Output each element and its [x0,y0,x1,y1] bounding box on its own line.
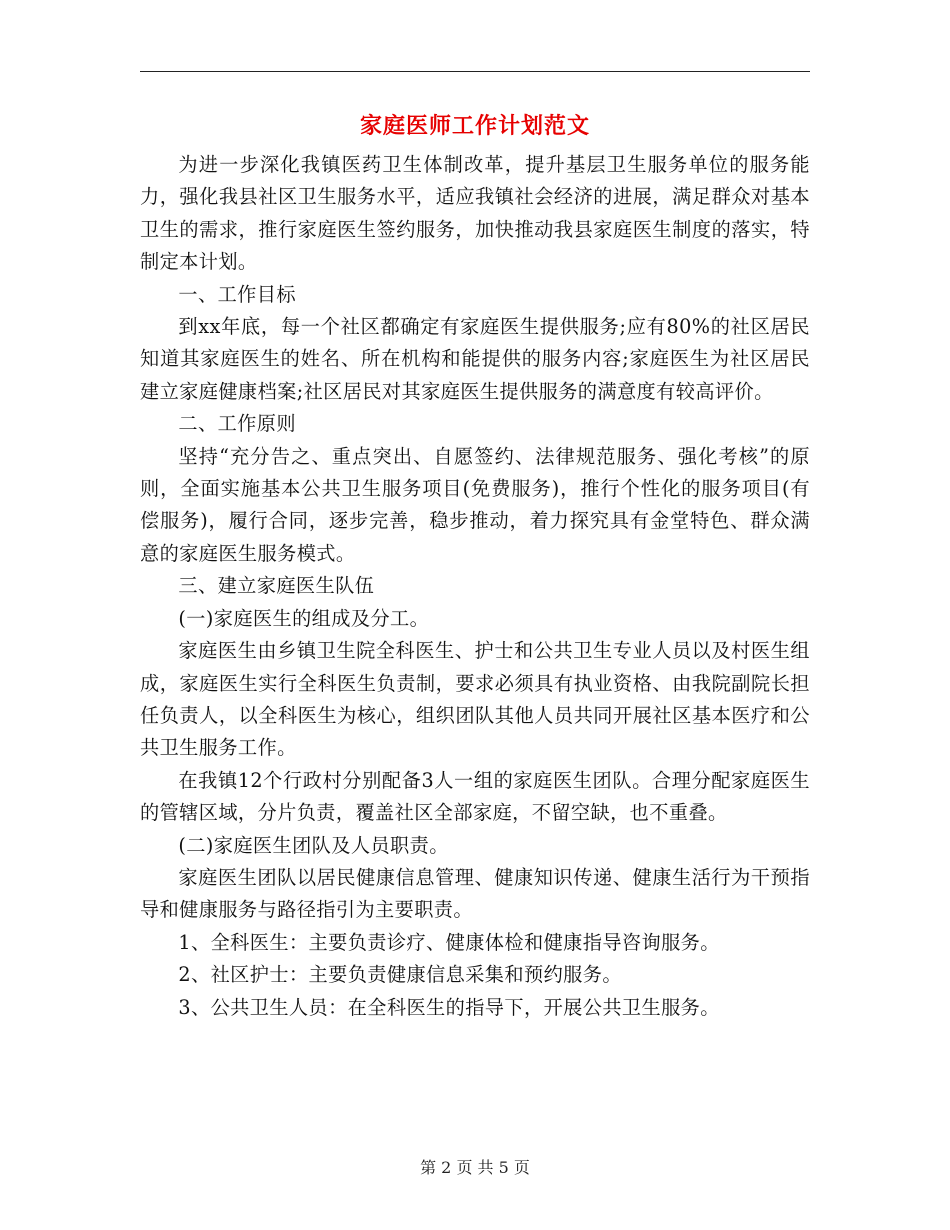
subsection-heading-duties: (二)家庭医生团队及人员职责。 [178,833,449,857]
composition-paragraph: 家庭医生由乡镇卫生院全科医生、护士和公共卫生专业人员以及村医生组成，家庭医生实行全科医生负责制，要求必须具有执业资格、由我院副院长担任负责人，以全科医生为核心，组织团队其他人员共同开展社区基本医疗和公共卫生服务工作。 [140,639,810,760]
allocation-paragraph: 在我镇12个行政村分别配备3人一组的家庭医生团队。合理分配家庭医生的管辖区域，分片负责，覆盖社区全部家庭，不留空缺，也不重叠。 [140,768,810,825]
duty-item-gp: 1、全科医生：主要负责诊疗、健康体检和健康指导咨询服务。 [178,930,720,954]
principles-paragraph: 坚持“充分告之、重点突出、自愿签约、法律规范服务、强化考核”的原则，全面实施基本公共卫生服务项目(免费服务)，推行个性化的服务项目(有偿服务)，履行合同，逐步完善，稳步推动，着力探究具有金堂特色、群众满意的家庭医生服务模式。 [140,444,810,565]
duty-item-public-health: 3、公共卫生人员：在全科医生的指导下，开展公共卫生服务。 [178,995,720,1019]
section-heading-principles: 二、工作原则 [178,412,296,436]
document-body [140,149,810,1024]
header-rule [140,71,810,72]
section-heading-goals: 一、工作目标 [178,282,296,306]
goals-paragraph: 到xx年底，每一个社区都确定有家庭医生提供服务;应有80%的社区居民知道其家庭医生的姓名、所在机构和能提供的服务内容;家庭医生为社区居民建立家庭健康档案;社区居民对其家庭医生提供服务的满意度有较高评价。 [140,315,810,403]
duty-item-nurse: 2、社区护士：主要负责健康信息采集和预约服务。 [178,963,622,987]
intro-paragraph: 为进一步深化我镇医药卫生体制改革，提升基层卫生服务单位的服务能力，强化我县社区卫生服务水平，适应我镇社会经济的进展，满足群众对基本卫生的需求，推行家庭医生签约服务，加快推动我县家庭医生制度的落实，特制定本计划。 [140,153,810,274]
document-title: 家庭医师工作计划范文 [359,113,590,139]
page-number-footer: 第 2 页 共 5 页 [420,1158,530,1177]
duties-paragraph: 家庭医生团队以居民健康信息管理、健康知识传递、健康生活行为干预指导和健康服务与路径指引为主要职责。 [140,865,810,922]
subsection-heading-composition: (一)家庭医生的组成及分工。 [178,606,430,630]
section-heading-team: 三、建立家庭医生队伍 [178,574,375,598]
